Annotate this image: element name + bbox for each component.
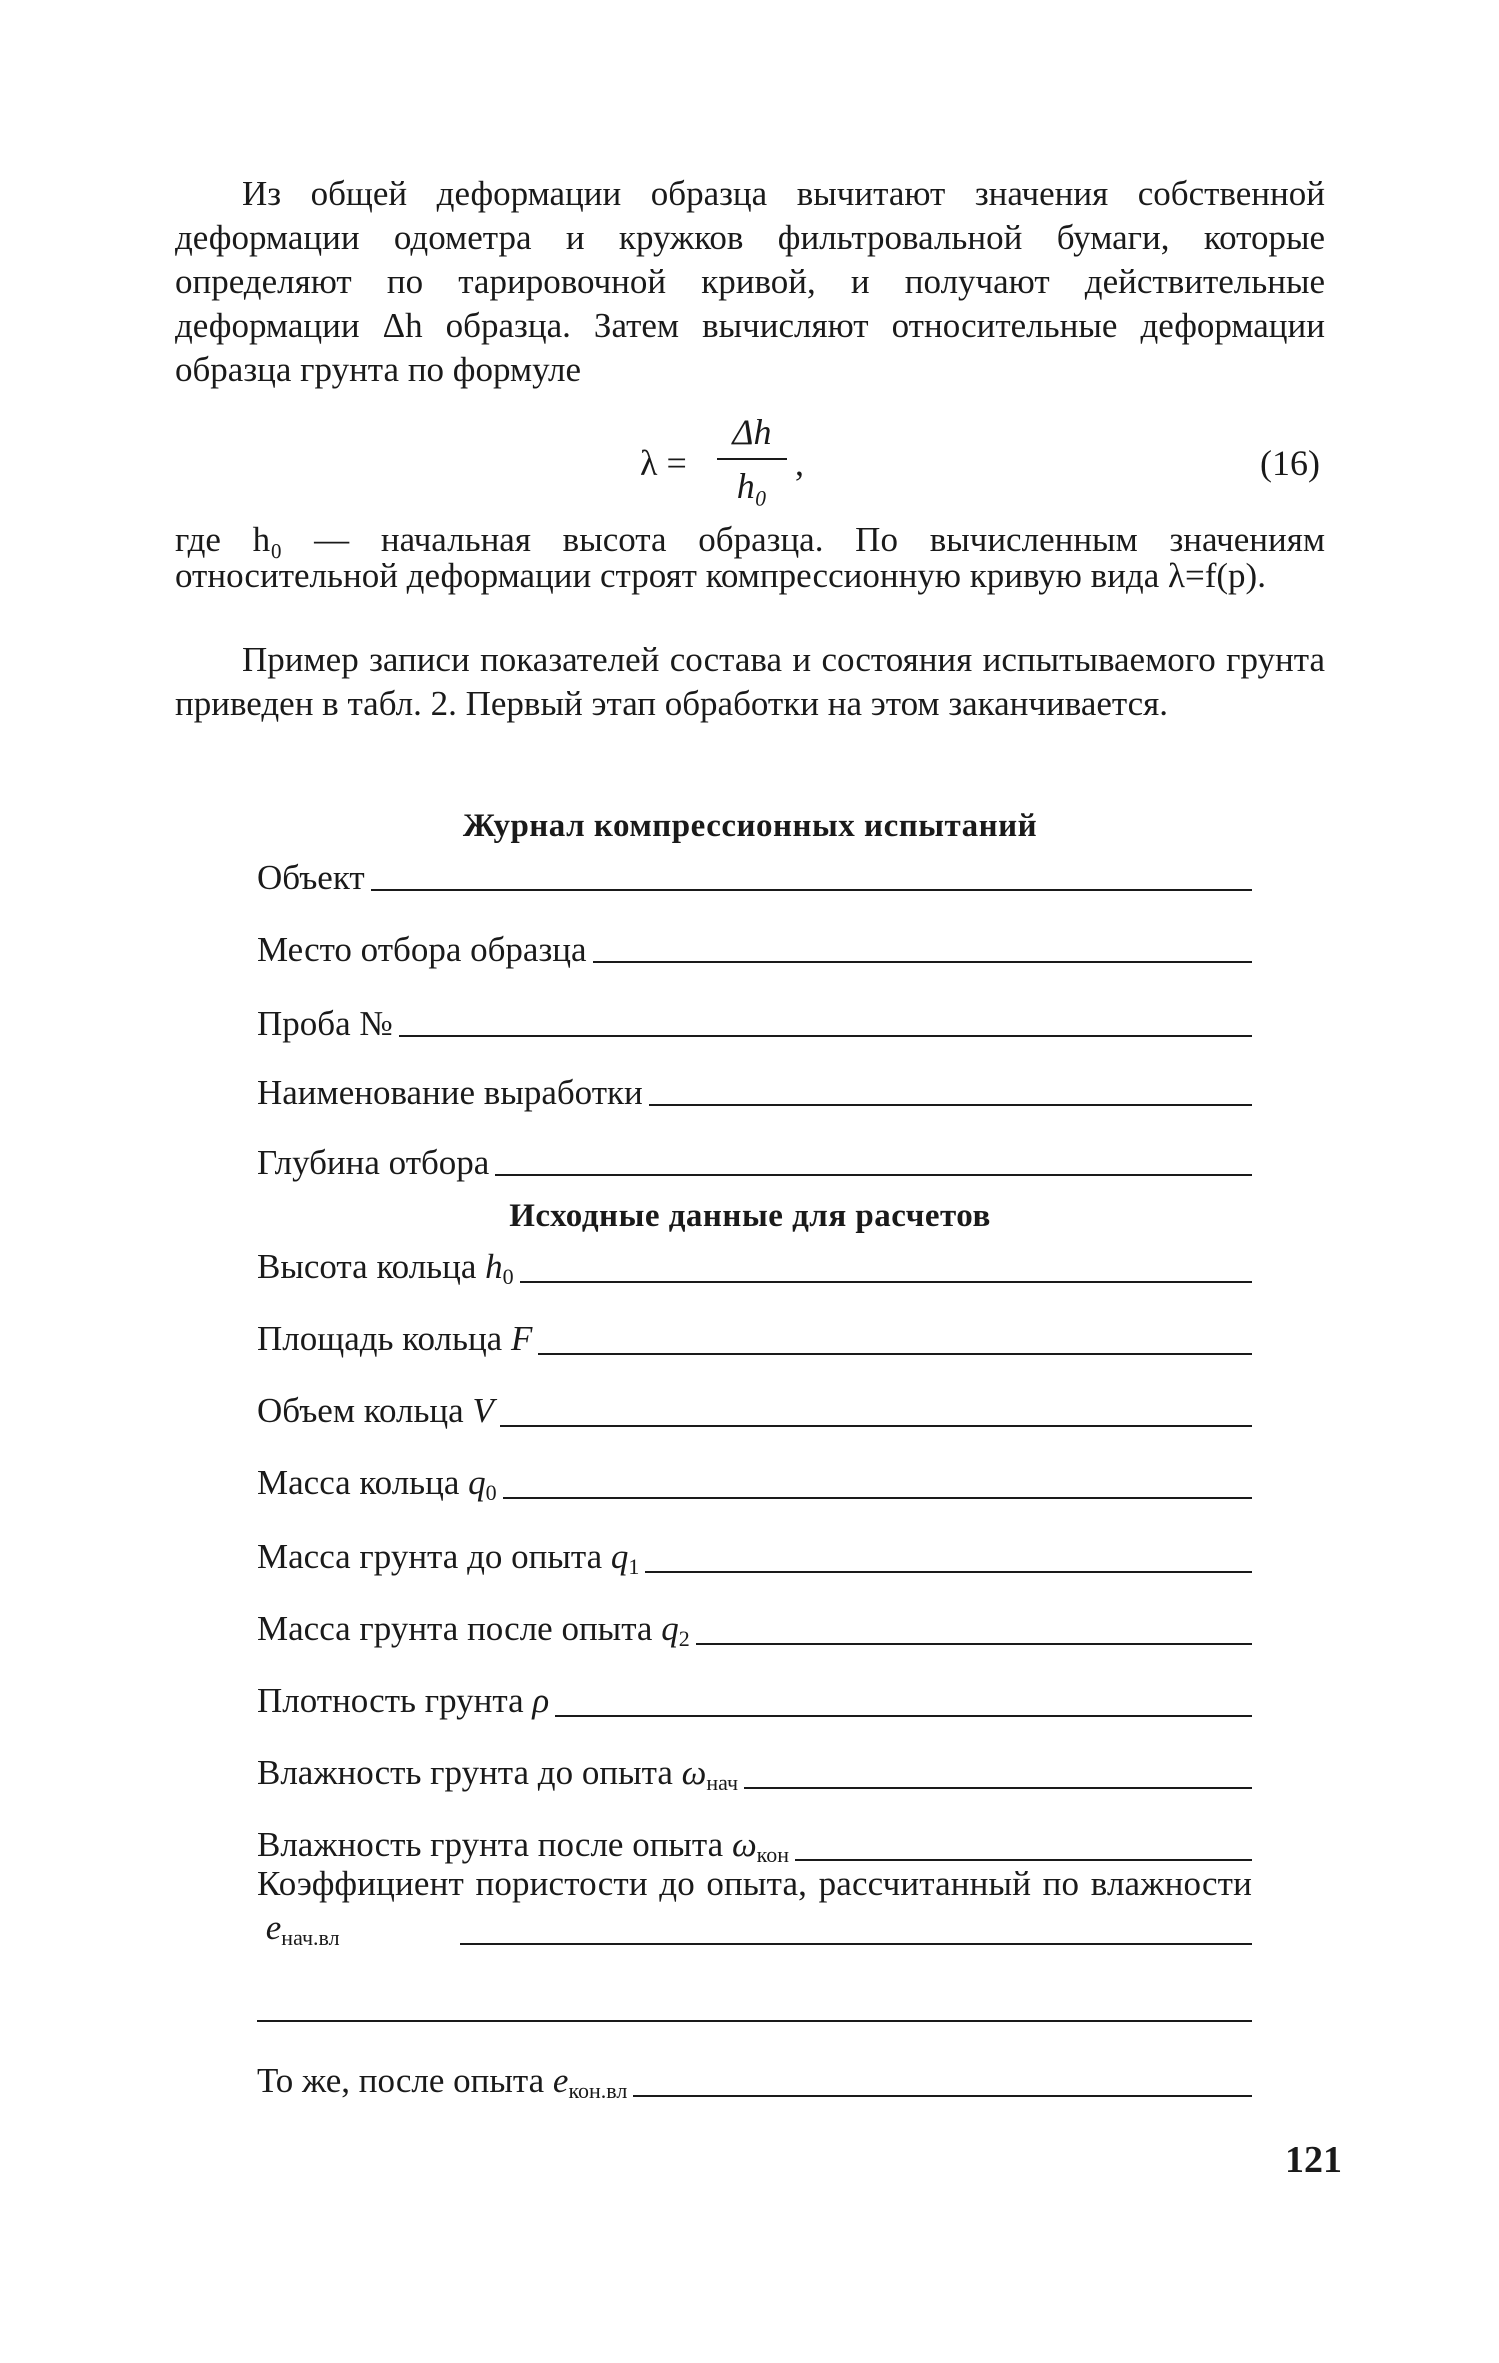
field-symbol-sub: 0 [485,1480,497,1505]
page-number: 121 [1285,2139,1342,2181]
journal-field-fill-line[interactable] [593,959,1252,963]
porosity-fill-line[interactable] [460,1943,1252,1945]
formula-lhs: λ = [640,443,687,483]
journal-field-fill-line[interactable] [371,887,1252,891]
field-symbol-sub: кон [756,1842,790,1867]
initial-data-field-label [257,1609,690,1652]
initial-data-field-label [257,1391,494,1434]
field-symbol: ω [731,1825,757,1864]
field-symbol: ρ [532,1681,550,1720]
intro-text: Из общей деформации образца вычитают значения собственной деформации одометра и кружков фильтровальной бумаги, которые определяют по тарировочной кривой, и получают действительные деформации Δh образца. Затем вычисляют относительные деформации образца грунта по формуле [175,174,1325,389]
initial-data-field [257,1460,1252,1506]
initial-data-field-label [257,1319,532,1362]
porosity-symbol: e [265,1908,282,1947]
field-symbol: h [485,1247,503,1286]
after-label-text: То же, после опыта [257,2061,545,2100]
initial-data-field [257,1534,1252,1580]
after-sub: кон.вл [568,2078,628,2103]
initial-data-field-label [257,1753,738,1796]
field-symbol: ω [681,1753,707,1792]
initial-data-fill-line[interactable] [555,1713,1252,1717]
journal-title: Журнал компрессионных испытаний [462,808,1038,844]
where-paragraph [175,522,1325,594]
example-paragraph [175,638,1325,726]
field-label-text: Масса грунта после опыта [257,1609,653,1648]
field-label-text: Масса грунта до опыта [257,1537,603,1576]
initial-data-field [257,1606,1252,1652]
formula-numerator: Δh [732,412,772,452]
formula-16 [640,410,1340,520]
field-label-text: Масса кольца [257,1463,460,1502]
field-symbol: V [472,1391,494,1430]
initial-data-fill-line[interactable] [795,1857,1252,1861]
after-porosity-field [257,2058,1252,2104]
formula-fraction [717,410,787,508]
field-symbol-sub: 0 [502,1264,514,1289]
field-label-text: Плотность грунта [257,1681,524,1720]
formula-comma: , [795,443,804,483]
where-text: где h₀ — начальная высота образца. По вычисленным значениям относительной деформации строят компрессионную кривую вида λ=f(p). [175,520,1325,595]
fraction-bar [717,458,787,460]
journal-field-fill-line[interactable] [495,1172,1252,1176]
journal-field-fill-line[interactable] [399,1033,1252,1037]
after-porosity-fill-line[interactable] [633,2093,1252,2097]
journal-field-label: Глубина отбора [257,1143,490,1182]
initial-data-fill-line[interactable] [744,1785,1252,1789]
initial-data-field [257,1678,1252,1724]
journal-field [257,924,1252,970]
field-symbol: q [661,1609,679,1648]
field-symbol-sub: 2 [678,1626,690,1651]
formula-denominator: h₀ [736,466,768,506]
field-symbol-sub: 1 [628,1554,640,1579]
initial-data-fill-line[interactable] [520,1279,1252,1283]
field-label-text: Объем кольца [257,1391,464,1430]
initial-data-field-label [257,1463,497,1506]
journal-field-label: Проба № [257,1004,393,1043]
porosity-symbol-wrap [257,1906,340,1960]
field-symbol-sub: нач [706,1770,739,1795]
initial-data-field [257,1750,1252,1796]
journal-field-fill-line[interactable] [649,1102,1252,1106]
initial-data-field-label [257,1681,549,1724]
porosity-field [257,1862,1252,1960]
initial-data-fill-line[interactable] [645,1569,1252,1573]
field-label-text: Площадь кольца [257,1319,503,1358]
initial-data-fill-line[interactable] [696,1641,1252,1645]
initial-data-field-label [257,1247,514,1290]
field-symbol: q [610,1537,629,1576]
initial-data-field-label [257,1537,639,1580]
intro-paragraph [175,172,1325,392]
after-symbol: e [552,2061,569,2100]
extra-blank-line[interactable] [257,2020,1252,2022]
journal-field [257,1137,1252,1183]
field-symbol: q [468,1463,486,1502]
journal-field [257,1067,1252,1113]
initial-data-field [257,1316,1252,1362]
porosity-sub: нач.вл [281,1925,340,1950]
field-label-text: Высота кольца [257,1247,477,1286]
initial-data-field [257,1388,1252,1434]
journal-field-label: Место отбора образца [257,930,587,969]
initial-data-fill-line[interactable] [503,1495,1252,1499]
formula-number: (16) [1260,443,1320,483]
field-label-text: Влажность грунта после опыта [257,1825,724,1864]
initial-data-fill-line[interactable] [500,1423,1252,1427]
field-label-text: Влажность грунта до опыта [257,1753,673,1792]
journal-field [257,998,1252,1044]
example-text: Пример записи показателей состава и состояния испытываемого грунта приведен в табл. 2. Первый этап обработки на этом заканчивается. [175,640,1325,723]
initial-data-title: Исходные данные для расчетов [509,1198,991,1234]
porosity-label: Коэффициент пористости до опыта, рассчитанный по влажности [257,1864,1252,1903]
initial-data-fill-line[interactable] [538,1351,1252,1355]
initial-data-field [257,1244,1252,1290]
after-porosity-label [257,2061,627,2104]
journal-field [257,852,1252,898]
field-symbol: F [510,1319,533,1358]
journal-field-label: Наименование выработки [257,1073,643,1112]
journal-field-label: Объект [257,858,365,897]
